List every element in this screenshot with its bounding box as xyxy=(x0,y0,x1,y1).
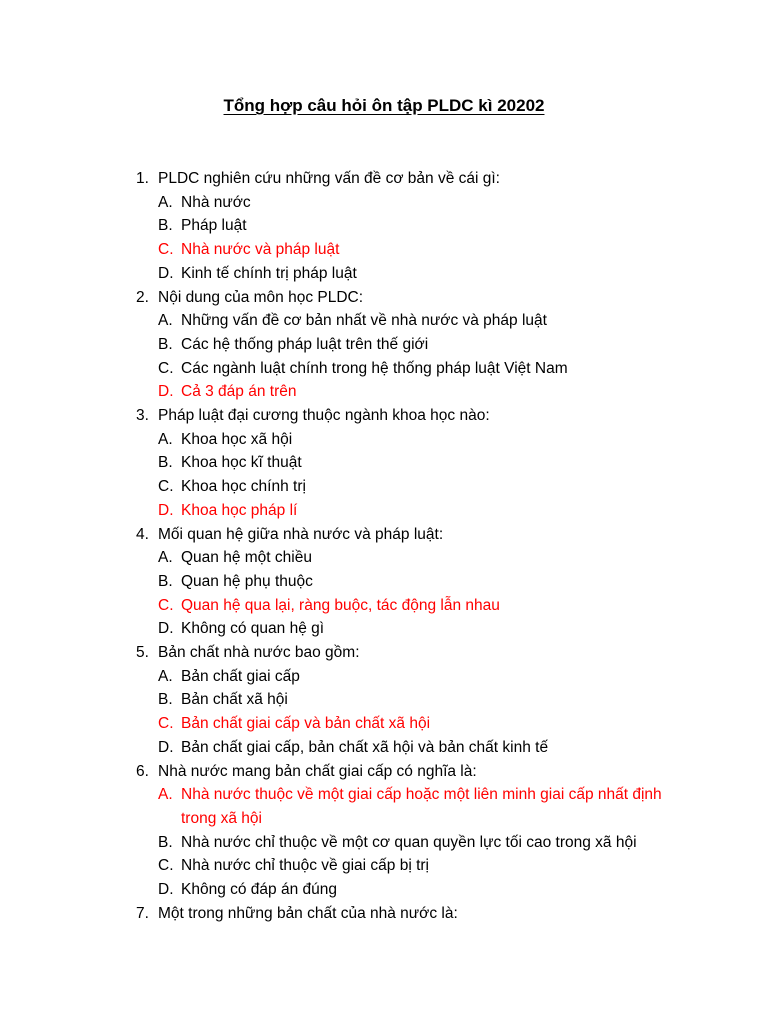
question-row xyxy=(136,641,696,665)
option-text: Kinh tế chính trị pháp luật xyxy=(181,264,357,282)
question-text: PLDC nghiên cứu những vấn đề cơ bản về cái gì: xyxy=(158,170,500,187)
question-row xyxy=(136,404,696,428)
answer-option xyxy=(158,688,696,712)
answer-option xyxy=(158,617,696,641)
answer-option xyxy=(158,665,696,689)
option-text: Không có quan hệ gì xyxy=(181,620,325,638)
answer-option xyxy=(158,357,696,381)
option-letter: C. xyxy=(158,241,174,259)
answer-option-list xyxy=(136,546,696,641)
question-item xyxy=(136,523,696,642)
question-text: Nhà nước mang bản chất giai cấp có nghĩa là: xyxy=(158,762,477,780)
option-text: Pháp luật xyxy=(181,217,247,235)
option-text: Cả 3 đáp án trên xyxy=(181,383,297,401)
question-row xyxy=(136,167,696,191)
answer-option-correct xyxy=(158,238,696,262)
option-text: Quan hệ phụ thuộc xyxy=(181,572,313,590)
option-text: Khoa học pháp lí xyxy=(181,501,298,519)
answer-option xyxy=(158,333,696,357)
question-item xyxy=(136,641,696,760)
option-letter: D. xyxy=(158,620,174,638)
option-letter: A. xyxy=(158,193,173,211)
question-item xyxy=(136,760,696,902)
answer-option-correct xyxy=(158,380,696,404)
option-letter: B. xyxy=(158,454,173,472)
answer-option xyxy=(158,428,696,452)
option-text: Khoa học kĩ thuật xyxy=(181,454,302,472)
option-text: Các ngành luật chính trong hệ thống pháp luật Việt Nam xyxy=(181,359,568,377)
question-number: 2. xyxy=(136,288,149,306)
answer-option xyxy=(158,475,696,499)
answer-option xyxy=(158,214,696,238)
answer-option xyxy=(158,570,696,594)
answer-option-correct xyxy=(158,594,696,618)
answer-option-list xyxy=(136,428,696,523)
option-text: Nhà nước chỉ thuộc về một cơ quan quyền lực tối cao trong xã hội xyxy=(181,833,637,851)
question-number: 6. xyxy=(136,762,149,780)
answer-option-correct xyxy=(158,712,696,736)
answer-option xyxy=(158,262,696,286)
option-text: Khoa học xã hội xyxy=(181,430,293,448)
question-text: Một trong những bản chất của nhà nước là: xyxy=(158,904,458,922)
option-letter: C. xyxy=(158,715,174,733)
option-text: Nhà nước chỉ thuộc về giai cấp bị trị xyxy=(181,857,429,875)
option-letter: D. xyxy=(158,738,174,756)
option-letter: D. xyxy=(158,881,174,899)
answer-option xyxy=(158,191,696,215)
question-item xyxy=(136,902,696,926)
answer-option-list xyxy=(136,665,696,760)
option-letter: B. xyxy=(158,833,173,851)
question-row xyxy=(136,760,696,784)
question-row xyxy=(136,902,696,926)
answer-option xyxy=(158,878,696,902)
question-number: 3. xyxy=(136,407,149,425)
answer-option xyxy=(158,451,696,475)
option-text: Bản chất giai cấp, bản chất xã hội và bản chất kinh tế xyxy=(181,738,549,756)
option-letter: C. xyxy=(158,359,174,377)
question-text: Pháp luật đại cương thuộc ngành khoa học nào: xyxy=(158,407,490,425)
option-text: Nhà nước xyxy=(181,193,251,211)
option-text: Bản chất giai cấp và bản chất xã hội xyxy=(181,715,431,733)
option-letter: C. xyxy=(158,857,174,875)
option-letter: B. xyxy=(158,572,173,590)
option-letter: D. xyxy=(158,501,174,519)
question-item xyxy=(136,167,696,286)
option-text: Quan hệ qua lại, ràng buộc, tác động lẫn nhau xyxy=(181,596,500,614)
answer-option-list xyxy=(136,191,696,286)
question-list xyxy=(136,167,696,926)
question-text: Mối quan hệ giữa nhà nước và pháp luật: xyxy=(158,525,444,543)
option-letter: B. xyxy=(158,335,173,353)
option-text: Quan hệ một chiều xyxy=(181,549,312,567)
option-text: Những vấn đề cơ bản nhất về nhà nước và pháp luật xyxy=(181,312,547,330)
option-text: Các hệ thống pháp luật trên thế giới xyxy=(181,335,429,353)
answer-option-correct xyxy=(158,783,696,830)
option-text: Nhà nước thuộc về một giai cấp hoặc một liên minh giai cấp nhất định trong xã hội xyxy=(181,786,662,827)
document-title: Tổng hợp câu hỏi ôn tập PLDC kì 20202 xyxy=(223,96,545,115)
answer-option xyxy=(158,546,696,570)
question-item xyxy=(136,404,696,523)
answer-option-list xyxy=(136,309,696,404)
question-row xyxy=(136,523,696,547)
option-letter: D. xyxy=(158,383,174,401)
answer-option-correct xyxy=(158,499,696,523)
question-text: Bản chất nhà nước bao gồm: xyxy=(158,644,360,662)
question-number: 1. xyxy=(136,170,149,187)
option-text: Khoa học chính trị xyxy=(181,478,306,496)
answer-option xyxy=(158,854,696,878)
option-letter: A. xyxy=(158,667,173,685)
question-number: 7. xyxy=(136,904,149,922)
option-letter: A. xyxy=(158,312,173,330)
option-letter: C. xyxy=(158,478,174,496)
option-letter: B. xyxy=(158,691,173,709)
option-letter: A. xyxy=(158,549,173,567)
answer-option xyxy=(158,831,696,855)
answer-option-list xyxy=(136,783,696,902)
option-text: Bản chất xã hội xyxy=(181,691,288,709)
answer-option xyxy=(158,736,696,760)
question-item xyxy=(136,286,696,405)
option-letter: D. xyxy=(158,264,174,282)
option-text: Nhà nước và pháp luật xyxy=(181,241,340,259)
question-row xyxy=(136,286,696,310)
question-text: Nội dung của môn học PLDC: xyxy=(158,288,364,306)
option-letter: C. xyxy=(158,596,174,614)
question-number: 4. xyxy=(136,525,149,543)
option-text: Bản chất giai cấp xyxy=(181,667,300,685)
option-letter: A. xyxy=(158,786,173,804)
option-letter: B. xyxy=(158,217,173,235)
option-letter: A. xyxy=(158,430,173,448)
answer-option xyxy=(158,309,696,333)
option-text: Không có đáp án đúng xyxy=(181,881,337,899)
question-number: 5. xyxy=(136,644,149,662)
